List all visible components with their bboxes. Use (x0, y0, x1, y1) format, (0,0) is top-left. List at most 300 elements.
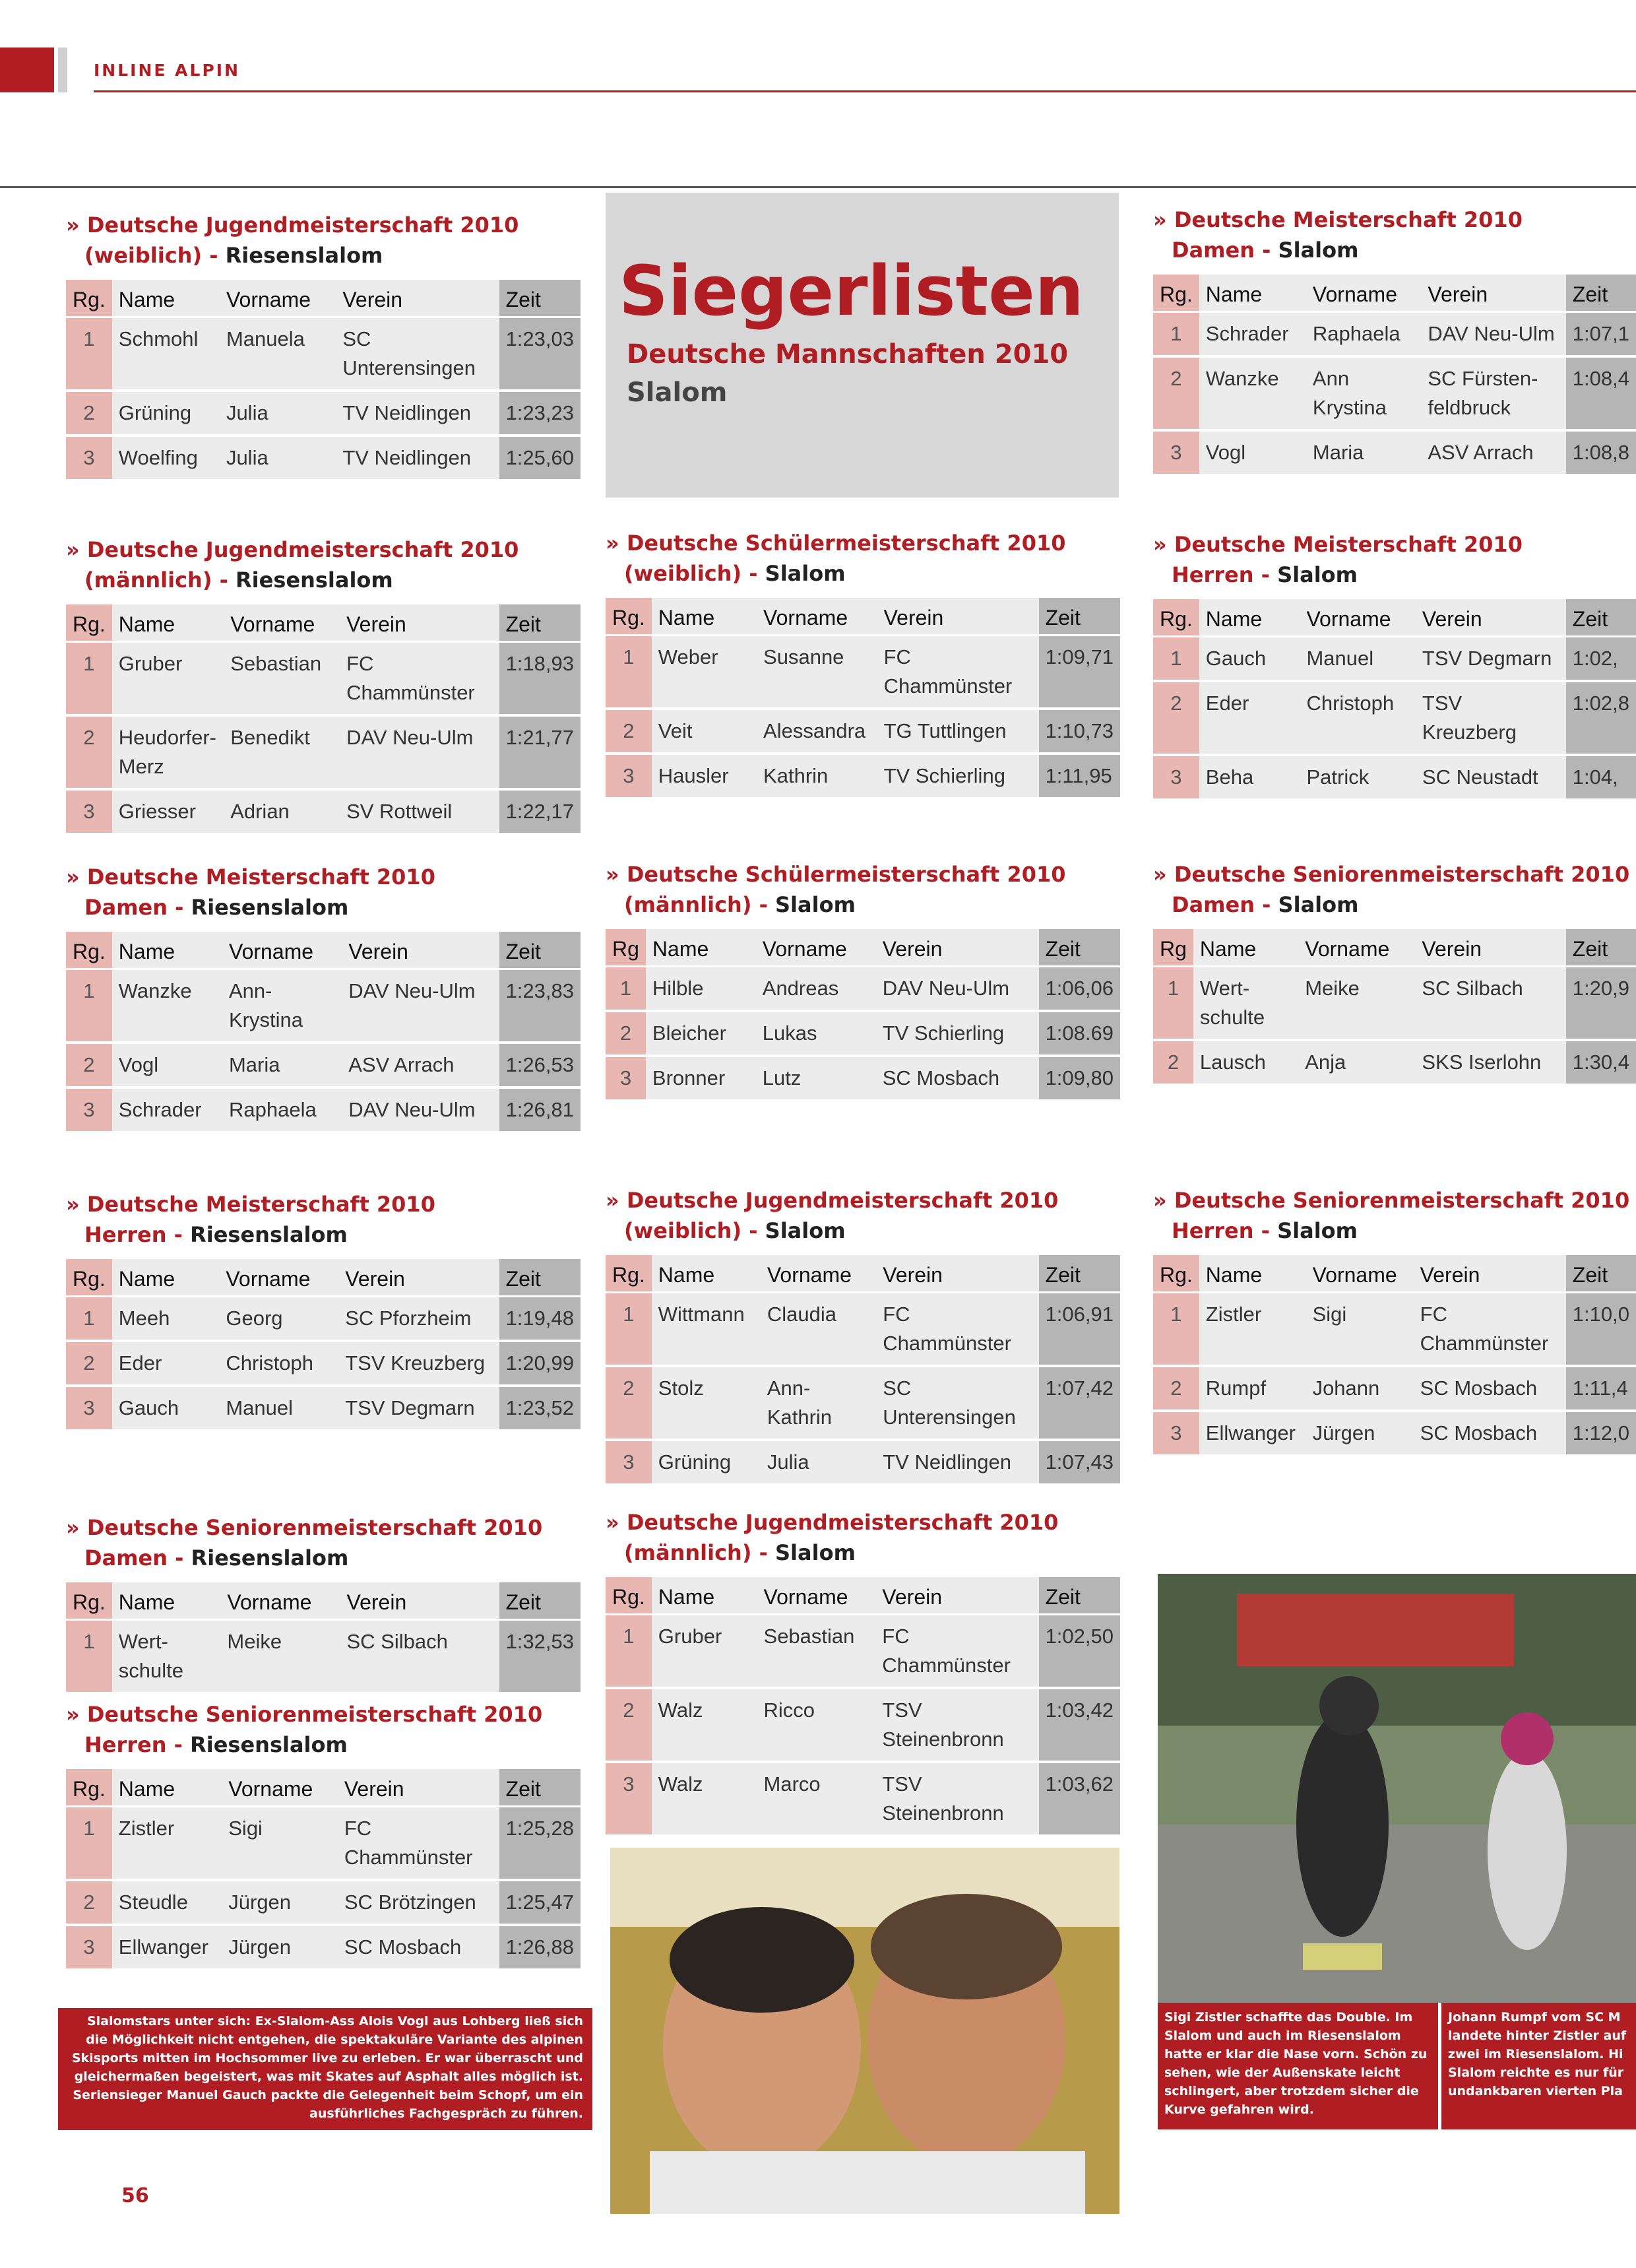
heading-line2 (66, 565, 581, 595)
results-table (66, 932, 581, 1134)
heading-line1: » Deutsche Jugendmeisterschaft 2010 (606, 1188, 1059, 1213)
club-cell: FC Chammünster (338, 1807, 499, 1881)
results-table (606, 1255, 1120, 1486)
club-cell: DAV Neu-Ulm (876, 967, 1039, 1012)
result-block-heading (606, 859, 1120, 920)
time-cell: 1:02, (1566, 637, 1636, 682)
table-row (606, 1293, 1120, 1367)
result-block (66, 862, 581, 1134)
club-cell: SC Neustadt (1416, 755, 1566, 800)
heading-line2 (606, 890, 1120, 920)
name-cell: Wert-schulte (1193, 967, 1298, 1041)
result-block-heading (1153, 859, 1636, 920)
heading-line2 (1153, 1215, 1636, 1246)
rank-cell: 2 (606, 1011, 646, 1056)
heading-discipline: Slalom (765, 1218, 846, 1243)
rank-cell: 3 (1153, 430, 1199, 475)
name-cell: Beha (1199, 755, 1300, 800)
column-header: Verein (877, 598, 1039, 635)
table-row (66, 969, 581, 1043)
firstname-cell: Jürgen (222, 1880, 338, 1925)
result-block (66, 1189, 581, 1432)
club-cell: DAV Neu-Ulm (342, 969, 499, 1043)
firstname-cell: Ann-Kathrin (761, 1366, 876, 1440)
table-row (1153, 312, 1636, 357)
time-cell: 1:03,62 (1039, 1762, 1120, 1836)
column-header: Name (112, 1259, 220, 1297)
club-cell: TV Schierling (876, 1011, 1039, 1056)
rank-cell: 3 (606, 1056, 646, 1101)
caption-mid (1158, 2003, 1438, 2129)
firstname-cell: Johann (1306, 1366, 1414, 1411)
heading-line2 (66, 1730, 581, 1760)
result-block-heading (66, 862, 581, 923)
column-header: Zeit (499, 1769, 581, 1807)
caption-left-text: Slalomstars unter sich: Ex-Slalom-Ass Alois Vogl aus Lohberg ließ sich die Möglichkeit nicht entgehen, die spektakuläre Variante des alpinen Skisports mitten im Hochsommer live zu erleben. Er war überrascht und gleichermaßen begeistert, was mit Skates auf Asphalt alles möglich ist. Seriensieger Manuel Gauch packte die Gelegenheit beim Schopf, um ein ausführliches Fachgespräch zu führen. (71, 2014, 583, 2121)
name-cell: Zistler (1199, 1293, 1306, 1367)
section-label: INLINE ALPIN (94, 61, 240, 80)
heading-line2 (606, 1215, 1120, 1246)
content-rule (0, 186, 1636, 188)
result-block-heading (66, 1699, 581, 1760)
table-row (66, 1620, 581, 1694)
club-cell: TSV Steinenbronn (875, 1688, 1038, 1762)
column-header: Vorname (756, 929, 876, 967)
column-header: Rg. (66, 1769, 112, 1807)
heading-line1: » Deutsche Meisterschaft 2010 (1153, 532, 1523, 557)
rank-cell: 2 (1153, 356, 1199, 430)
firstname-cell: Raphaela (222, 1087, 342, 1132)
name-cell: Heudorfer-Merz (112, 715, 224, 789)
table-row (66, 1043, 581, 1087)
club-cell: SC Pforzheim (338, 1297, 499, 1342)
column-header: Verein (1416, 599, 1566, 637)
firstname-cell: Julia (220, 391, 336, 436)
result-block (66, 535, 581, 835)
rank-cell: 3 (66, 1386, 112, 1431)
club-cell: SC Unterensingen (336, 317, 499, 391)
table-row (606, 635, 1120, 709)
result-block (606, 528, 1120, 800)
heading-category: Herren - (84, 1222, 191, 1247)
result-block (66, 1699, 581, 1971)
column-header: Name (112, 932, 222, 969)
rank-cell: 1 (66, 642, 112, 716)
table-row (66, 1386, 581, 1431)
column-header: Name (112, 280, 220, 317)
table-row (66, 1807, 581, 1881)
table-row (606, 1688, 1120, 1762)
column-header: Rg. (1153, 275, 1199, 312)
result-block-heading (606, 528, 1120, 589)
name-cell: Gruber (652, 1615, 757, 1689)
firstname-cell: Sigi (222, 1807, 338, 1881)
column-header: Zeit (1039, 1577, 1120, 1615)
results-table (66, 1259, 581, 1432)
name-cell: Hilble (646, 967, 756, 1012)
heading-category: Damen - (1172, 238, 1278, 263)
column-header: Vorname (224, 604, 340, 642)
time-cell: 1:23,23 (499, 391, 581, 436)
name-cell: Wert-schulte (112, 1620, 221, 1694)
time-cell: 1:25,47 (499, 1880, 581, 1925)
time-cell: 1:08,8 (1566, 430, 1636, 475)
club-cell: TSV Kreuzberg (338, 1341, 499, 1386)
column-header: Verein (336, 280, 499, 317)
name-cell: Zistler (112, 1807, 222, 1881)
rank-cell: 1 (606, 635, 652, 709)
column-header: Vorname (1306, 1255, 1414, 1293)
heading-line1: » Deutsche Meisterschaft 2010 (66, 864, 435, 890)
rank-cell: 2 (1153, 681, 1199, 755)
rank-cell: 3 (66, 436, 112, 480)
time-cell: 1:02,50 (1039, 1615, 1120, 1689)
table-row (606, 1762, 1120, 1836)
rank-cell: 2 (1153, 1366, 1199, 1411)
name-cell: Schrader (112, 1087, 222, 1132)
club-cell: TV Schierling (877, 754, 1039, 798)
rank-cell: 2 (66, 1043, 112, 1087)
name-cell: Steudle (112, 1880, 222, 1925)
result-block-heading (66, 1189, 581, 1250)
club-cell: TSV Kreuzberg (1416, 681, 1566, 755)
time-cell: 1:20,99 (499, 1341, 581, 1386)
time-cell: 1:08,4 (1566, 356, 1636, 430)
name-cell: Gauch (112, 1386, 220, 1431)
column-header: Name (1199, 599, 1300, 637)
heading-line1: » Deutsche Seniorenmeisterschaft 2010 (1153, 1188, 1630, 1213)
column-header: Rg. (66, 1582, 112, 1620)
result-block (1153, 1185, 1636, 1457)
column-header: Rg. (606, 1255, 652, 1293)
column-header: Vorname (219, 1259, 338, 1297)
club-cell: SC Mosbach (876, 1056, 1039, 1101)
result-block (1153, 529, 1636, 801)
column-header: Zeit (1039, 598, 1120, 635)
page-subtitle: Deutsche Mannschaften 2010 (627, 339, 1069, 370)
column-header: Zeit (499, 604, 581, 642)
firstname-cell: Claudia (761, 1293, 876, 1367)
rank-cell: 1 (606, 967, 646, 1012)
result-block (1153, 205, 1636, 476)
heading-discipline: Slalom (1278, 892, 1359, 917)
name-cell: Bronner (646, 1056, 756, 1101)
results-table (1153, 1255, 1636, 1457)
table-row (66, 436, 581, 480)
name-cell: Griesser (112, 789, 224, 834)
rank-cell: 3 (606, 1762, 652, 1836)
result-block-heading (1153, 529, 1636, 590)
column-header: Zeit (1039, 1255, 1120, 1293)
heading-category: Damen - (1172, 892, 1278, 917)
name-cell: Schrader (1199, 312, 1306, 357)
rank-cell: 2 (66, 1341, 112, 1386)
club-cell: SC Silbach (1415, 967, 1565, 1041)
table-row (606, 1011, 1120, 1056)
heading-line2 (1153, 560, 1636, 590)
column-header: Verein (338, 1259, 499, 1297)
column-header: Verein (1414, 1255, 1566, 1293)
column-header: Rg. (1153, 599, 1199, 637)
table-row (606, 709, 1120, 754)
column-header: Zeit (1039, 929, 1120, 967)
club-cell: TV Neidlingen (876, 1440, 1038, 1485)
table-row (66, 1925, 581, 1970)
heading-category: (männlich) - (624, 892, 775, 917)
firstname-cell: Christoph (1300, 681, 1415, 755)
firstname-cell: Sigi (1306, 1293, 1414, 1367)
name-cell: Schmohl (112, 317, 220, 391)
name-cell: Gauch (1199, 637, 1300, 682)
heading-line1: » Deutsche Jugendmeisterschaft 2010 (66, 212, 519, 238)
result-block-heading (606, 1507, 1120, 1568)
firstname-cell: Maria (1306, 430, 1421, 475)
column-header: Name (1199, 275, 1306, 312)
club-cell: SKS Iserlohn (1415, 1040, 1565, 1085)
caption-right-text: Johann Rumpf vom SC M landete hinter Zistler auf zwei im Riesenslalom. Hi Slalom reichte es nur für undankbaren vierten Pla (1448, 2010, 1627, 2098)
time-cell: 1:07,42 (1039, 1366, 1120, 1440)
table-row (1153, 1411, 1636, 1456)
table-row (66, 1087, 581, 1132)
firstname-cell: Maria (222, 1043, 342, 1087)
name-cell: Ellwanger (1199, 1411, 1306, 1456)
firstname-cell: Julia (761, 1440, 876, 1485)
table-row (66, 1880, 581, 1925)
photo-skater-zistler (1158, 1574, 1636, 2003)
column-header: Rg. (606, 1577, 652, 1615)
club-cell: TV Neidlingen (336, 391, 499, 436)
result-block (66, 1512, 581, 1695)
column-header: Vorname (761, 1255, 876, 1293)
name-cell: Rumpf (1199, 1366, 1306, 1411)
heading-category: Damen - (84, 1545, 191, 1571)
time-cell: 1:21,77 (499, 715, 581, 789)
rank-cell: 3 (606, 1440, 652, 1485)
column-header: Name (646, 929, 756, 967)
heading-line2 (66, 1219, 581, 1250)
column-header: Zeit (1566, 929, 1636, 967)
time-cell: 1:06,91 (1039, 1293, 1120, 1367)
heading-discipline: Slalom (765, 561, 846, 586)
time-cell: 1:11,4 (1566, 1366, 1636, 1411)
name-cell: Ellwanger (112, 1925, 222, 1970)
firstname-cell: Georg (219, 1297, 338, 1342)
heading-line1: » Deutsche Meisterschaft 2010 (66, 1192, 435, 1217)
column-header: Verein (876, 929, 1039, 967)
rank-cell: 1 (66, 1297, 112, 1342)
column-header: Zeit (499, 932, 581, 969)
rank-cell: 1 (1153, 1293, 1199, 1367)
time-cell: 1:18,93 (499, 642, 581, 716)
rank-cell: 1 (66, 969, 112, 1043)
name-cell: Grüning (112, 391, 220, 436)
firstname-cell: Manuel (1300, 637, 1415, 682)
rank-cell: 2 (606, 1366, 652, 1440)
name-cell: Walz (652, 1688, 757, 1762)
heading-discipline: Slalom (775, 892, 856, 917)
time-cell: 1:07,43 (1039, 1440, 1120, 1485)
table-row (1153, 356, 1636, 430)
result-block-heading (66, 1512, 581, 1573)
heading-line1: » Deutsche Seniorenmeisterschaft 2010 (1153, 862, 1630, 887)
heading-discipline: Slalom (1277, 562, 1358, 587)
firstname-cell: Anja (1298, 1040, 1415, 1085)
time-cell: 1:11,95 (1039, 754, 1120, 798)
time-cell: 1:25,60 (499, 436, 581, 480)
header-tab-accent (58, 48, 67, 92)
table-row (66, 1297, 581, 1342)
rank-cell: 2 (66, 391, 112, 436)
results-table (1153, 275, 1636, 476)
time-cell: 1:25,28 (499, 1807, 581, 1881)
name-cell: Vogl (1199, 430, 1306, 475)
firstname-cell: Manuela (220, 317, 336, 391)
heading-line1: » Deutsche Schülermeisterschaft 2010 (606, 531, 1066, 556)
firstname-cell: Susanne (757, 635, 877, 709)
name-cell: Stolz (652, 1366, 761, 1440)
time-cell: 1:22,17 (499, 789, 581, 834)
result-block-heading (1153, 1185, 1636, 1246)
column-header: Name (1199, 1255, 1306, 1293)
firstname-cell: Kathrin (757, 754, 877, 798)
club-cell: FC Chammünster (875, 1615, 1038, 1689)
column-header: Verein (338, 1769, 499, 1807)
column-header: Verein (340, 1582, 499, 1620)
column-header: Vorname (757, 1577, 876, 1615)
caption-right (1441, 2003, 1636, 2129)
heading-category: (weiblich) - (624, 561, 765, 586)
photo-portrait (610, 1848, 1119, 2214)
name-cell: Vogl (112, 1043, 222, 1087)
column-header: Vorname (222, 1769, 338, 1807)
time-cell: 1:10,0 (1566, 1293, 1636, 1367)
rank-cell: 3 (606, 754, 652, 798)
column-header: Vorname (1306, 275, 1421, 312)
club-cell: TV Neidlingen (336, 436, 499, 480)
name-cell: Weber (652, 635, 757, 709)
column-header: Verein (1415, 929, 1565, 967)
heading-discipline: Slalom (1277, 1218, 1358, 1243)
column-header: Name (652, 1255, 761, 1293)
rank-cell: 2 (1153, 1040, 1193, 1085)
results-table (66, 604, 581, 835)
rank-cell: 3 (66, 789, 112, 834)
name-cell: Eder (1199, 681, 1300, 755)
results-table (1153, 929, 1636, 1086)
table-row (606, 1056, 1120, 1101)
firstname-cell: Patrick (1300, 755, 1415, 800)
results-table (66, 1769, 581, 1971)
firstname-cell: Raphaela (1306, 312, 1421, 357)
results-table (606, 598, 1120, 800)
column-header: Vorname (1298, 929, 1415, 967)
firstname-cell: Jürgen (1306, 1411, 1414, 1456)
table-row (66, 642, 581, 716)
name-cell: Veit (652, 709, 757, 754)
column-header: Rg. (1153, 1255, 1199, 1293)
column-header: Vorname (757, 598, 877, 635)
heading-line1: » Deutsche Jugendmeisterschaft 2010 (66, 537, 519, 562)
firstname-cell: Meike (220, 1620, 340, 1694)
result-block (1153, 859, 1636, 1086)
time-cell: 1:09,71 (1039, 635, 1120, 709)
heading-discipline: Riesenslalom (190, 1222, 348, 1247)
rank-cell: 3 (1153, 1411, 1199, 1456)
rank-cell: 1 (1153, 312, 1199, 357)
rank-cell: 1 (606, 1615, 652, 1689)
firstname-cell: Lukas (756, 1011, 876, 1056)
heading-category: Herren - (1172, 1218, 1278, 1243)
rank-cell: 1 (66, 317, 112, 391)
firstname-cell: Ann Krystina (1306, 356, 1421, 430)
column-header: Verein (342, 932, 499, 969)
rank-cell: 2 (66, 1880, 112, 1925)
club-cell: DAV Neu-Ulm (340, 715, 499, 789)
heading-line2 (606, 1538, 1120, 1568)
heading-line2 (606, 558, 1120, 589)
club-cell: TSV Steinenbronn (875, 1762, 1038, 1836)
time-cell: 1:07,1 (1566, 312, 1636, 357)
name-cell: Wanzke (112, 969, 222, 1043)
results-table (66, 280, 581, 482)
heading-category: (männlich) - (624, 1540, 775, 1565)
club-cell: TG Tuttlingen (877, 709, 1039, 754)
heading-discipline: Riesenslalom (191, 895, 349, 920)
heading-category: (männlich) - (84, 567, 236, 593)
title-box (606, 193, 1119, 498)
heading-line1: » Deutsche Seniorenmeisterschaft 2010 (66, 1702, 543, 1727)
time-cell: 1:20,9 (1566, 967, 1636, 1041)
club-cell: SC Brötzingen (338, 1880, 499, 1925)
rank-cell: 3 (66, 1087, 112, 1132)
table-row (1153, 1293, 1636, 1367)
result-block (606, 1185, 1120, 1486)
result-block-heading (66, 535, 581, 595)
firstname-cell: Ann-Krystina (222, 969, 342, 1043)
results-table (66, 1582, 581, 1695)
time-cell: 1:08.69 (1039, 1011, 1120, 1056)
heading-category: Herren - (1172, 562, 1278, 587)
firstname-cell: Christoph (219, 1341, 338, 1386)
time-cell: 1:19,48 (499, 1297, 581, 1342)
club-cell: SC Mosbach (338, 1925, 499, 1970)
club-cell: SC Fürsten-feldbruck (1421, 356, 1565, 430)
firstname-cell: Meike (1298, 967, 1415, 1041)
column-header: Zeit (499, 280, 581, 317)
firstname-cell: Sebastian (757, 1615, 876, 1689)
firstname-cell: Ricco (757, 1688, 876, 1762)
name-cell: Walz (652, 1762, 757, 1836)
column-header: Zeit (1566, 1255, 1636, 1293)
name-cell: Gruber (112, 642, 224, 716)
club-cell: TSV Degmarn (338, 1386, 499, 1431)
column-header: Vorname (222, 932, 342, 969)
time-cell: 1:12,0 (1566, 1411, 1636, 1456)
firstname-cell: Benedikt (224, 715, 340, 789)
column-header: Name (112, 1769, 222, 1807)
column-header: Name (652, 598, 757, 635)
heading-line1: » Deutsche Schülermeisterschaft 2010 (606, 862, 1066, 887)
time-cell: 1:04, (1566, 755, 1636, 800)
rank-cell: 1 (1153, 637, 1199, 682)
firstname-cell: Alessandra (757, 709, 877, 754)
name-cell: Bleicher (646, 1011, 756, 1056)
column-header: Vorname (220, 1582, 340, 1620)
caption-left (58, 2008, 592, 2130)
club-cell: SV Rottweil (340, 789, 499, 834)
heading-line2 (66, 1543, 581, 1573)
club-cell: TSV Degmarn (1416, 637, 1566, 682)
